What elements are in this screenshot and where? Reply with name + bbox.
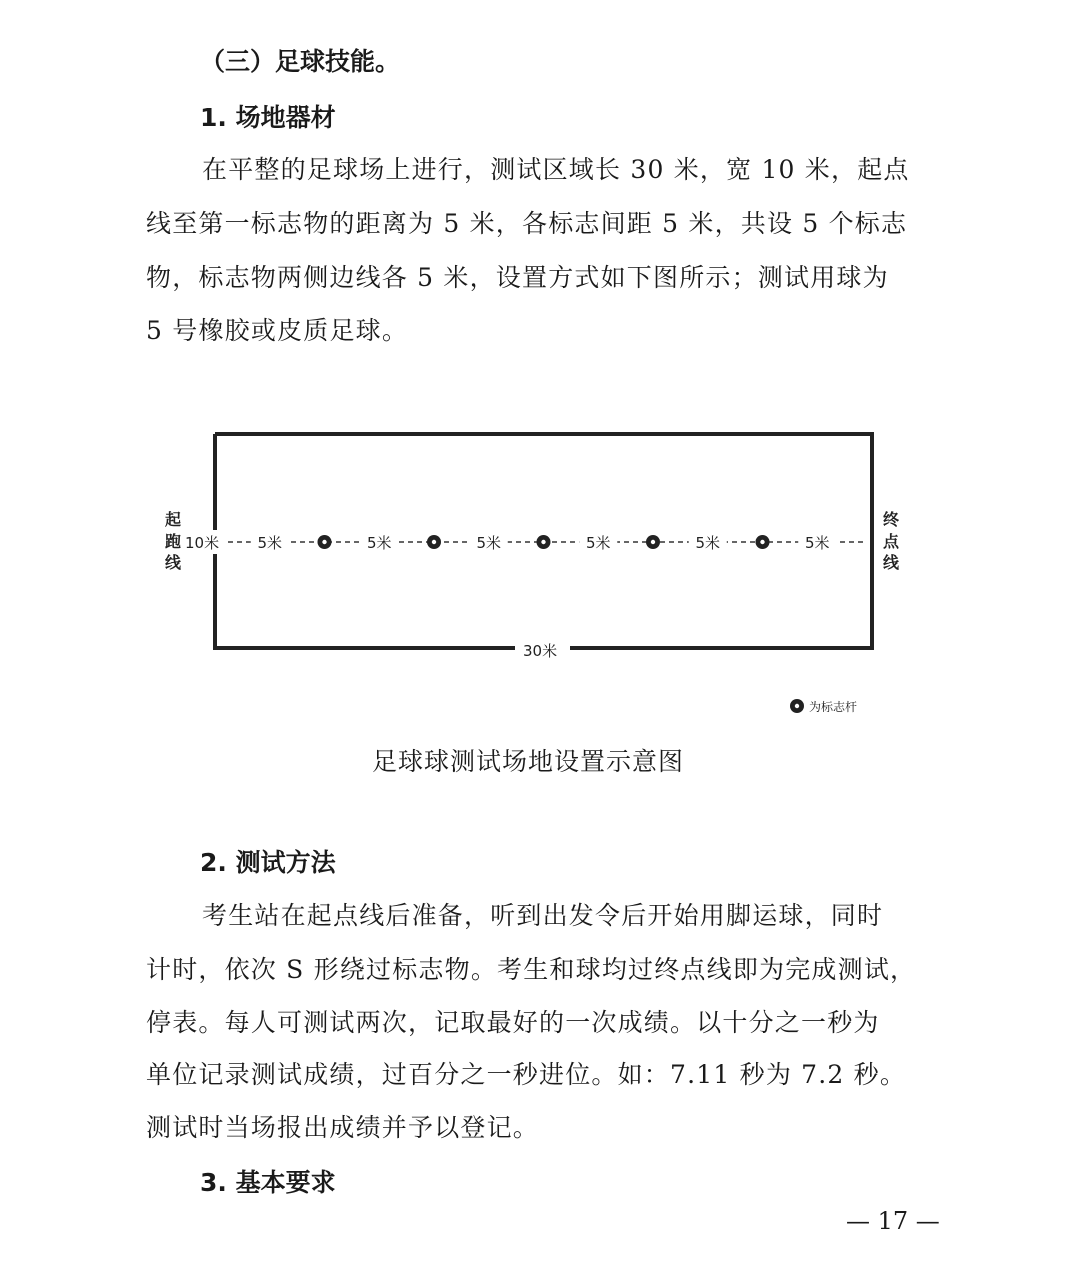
paragraph-2-line-3: 停表。每人可测试两次，记取最好的一次成绩。以十分之一秒为	[146, 1008, 880, 1037]
interval-label: 5米	[695, 534, 721, 552]
paragraph-1-line-2: 线至第一标志物的距离为 5 米，各标志间距 5 米，共设 5 个标志	[146, 209, 908, 238]
section-heading: （三）足球技能。	[200, 47, 401, 76]
start-line-label-2: 跑	[165, 532, 182, 551]
interval-label: 5米	[476, 534, 502, 552]
interval-label: 5米	[366, 534, 392, 552]
paragraph-1-line-3: 物，标志物两侧边线各 5 米，设置方式如下图所示；测试用球为	[146, 263, 889, 292]
start-line-label-3: 线	[165, 553, 182, 572]
field-diagram	[0, 400, 1080, 730]
subsection-1-heading: 1. 场地器材	[200, 103, 336, 132]
paragraph-2-line-2: 计时，依次 S 形绕过标志物。考生和球均过终点线即为完成测试，	[146, 955, 917, 984]
page-number: — 17 —	[846, 1207, 940, 1235]
paragraph-1-line-4: 5 号橡胶或皮质足球。	[146, 316, 409, 345]
start-line-label-1: 起	[165, 510, 182, 529]
subsection-3-heading: 3. 基本要求	[200, 1168, 336, 1197]
interval-label: 5米	[804, 534, 830, 552]
paragraph-1-line-1: 在平整的足球场上进行，测试区域长 30 米，宽 10 米，起点	[202, 155, 910, 184]
finish-line-label-3: 线	[883, 553, 900, 572]
paragraph-2-line-5: 测试时当场报出成绩并予以登记。	[146, 1113, 540, 1142]
finish-line-label-2: 点	[883, 532, 900, 551]
legend-label: 为标志杆	[809, 700, 858, 714]
interval-label: 5米	[585, 534, 611, 552]
paragraph-2-line-1: 考生站在起点线后准备，听到出发令后开始用脚运球，同时	[202, 901, 884, 930]
length-label: 30米	[523, 642, 558, 660]
subsection-2-heading: 2. 测试方法	[200, 848, 336, 877]
figure-caption: 足球球测试场地设置示意图	[372, 747, 685, 776]
finish-line-label-1: 终	[883, 510, 900, 529]
width-label: 10米	[185, 534, 220, 552]
paragraph-2-line-4: 单位记录测试成绩，过百分之一秒进位。如：7.11 秒为 7.2 秒。	[146, 1060, 907, 1089]
interval-label: 5米	[257, 534, 283, 552]
